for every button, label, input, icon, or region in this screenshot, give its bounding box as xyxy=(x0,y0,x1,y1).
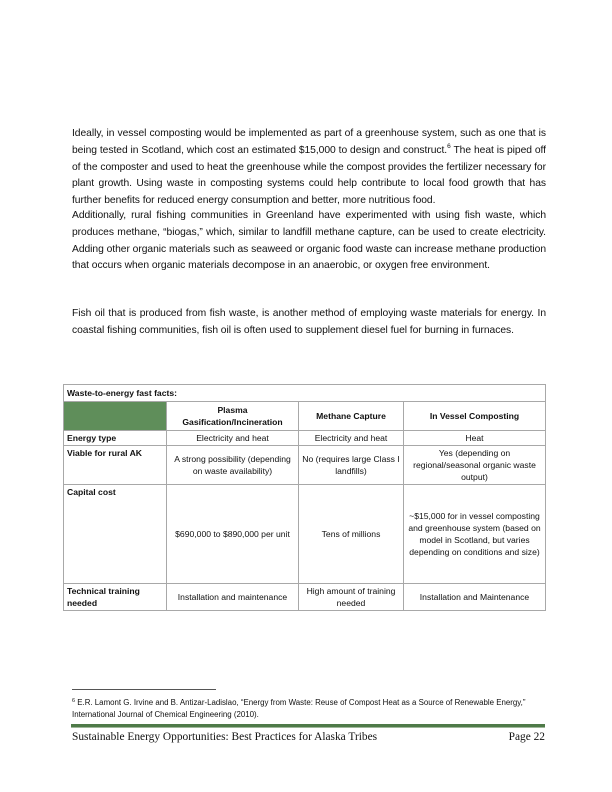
footnote xyxy=(72,697,546,720)
column-header-composting: In Vessel Composting xyxy=(404,402,546,431)
table-row xyxy=(64,446,546,485)
table-row xyxy=(64,431,546,446)
footnote-separator xyxy=(72,689,216,690)
page-number: Page 22 xyxy=(508,731,545,743)
paragraph-text-continued: The heat is piped off of the composter and used to heat the greenhouse while the compost provides the fertilizer necessary for plant growth. Using waste in composting systems could help contribute to local food growth that has further benefits for reduced energy consumption and better, more nutritious food. xyxy=(72,144,546,207)
paragraph-text: Ideally, in vessel composting would be implemented as part of a greenhouse system, such as one that is being tested in Scotland, which cost an estimated $15,000 to design and construct. xyxy=(72,128,546,156)
table-cell: Installation and maintenance xyxy=(167,584,299,611)
table-title-row xyxy=(64,385,546,402)
table-cell: Electricity and heat xyxy=(299,431,404,446)
table-cell: Yes (depending on regional/seasonal organic waste output) xyxy=(404,446,546,485)
table-cell: High amount of training needed xyxy=(299,584,404,611)
table-cell: A strong possibility (depending on waste availability) xyxy=(167,446,299,485)
footer-divider xyxy=(71,724,545,727)
table-cell: $690,000 to $890,000 per unit xyxy=(167,485,299,584)
table-cell: Electricity and heat xyxy=(167,431,299,446)
footer-document-title: Sustainable Energy Opportunities: Best Practices for Alaska Tribes xyxy=(72,731,378,743)
table-cell: Tens of millions xyxy=(299,485,404,584)
table-row xyxy=(64,584,546,611)
column-header-methane: Methane Capture xyxy=(299,402,404,431)
row-label-energy-type: Energy type xyxy=(64,431,167,446)
row-label-viable: Viable for rural AK xyxy=(64,446,167,485)
table-row xyxy=(64,485,546,584)
waste-to-energy-table xyxy=(63,384,546,611)
footnote-reference[interactable]: 6 xyxy=(447,142,451,150)
footnote-number: 6 xyxy=(72,698,76,704)
table-cell: Installation and Maintenance xyxy=(404,584,546,611)
row-label-capital-cost: Capital cost xyxy=(64,485,167,584)
paragraph-greenland-fish-waste: Additionally, rural fishing communities in Greenland have experimented with using fish waste, which produces methane, “biogas,” which, similar to landfill methane capture, can be used to create electricity. Adding other organic materials such as seaweed or organic food waste can increase methane production that occurs when organic materials decompose in an anaerobic, or oxygen free environment. xyxy=(72,210,546,272)
paragraph-fish-oil: Fish oil that is produced from fish waste, is another method of employing waste materials for energy. In coastal fishing communities, fish oil is often used to supplement diesel fuel for burning in furnaces. xyxy=(72,308,546,336)
table-header-row xyxy=(64,402,546,431)
table-cell: ~$15,000 for in vessel composting and greenhouse system (based on model in Scotland, but varies depending on conditions and size) xyxy=(404,485,546,584)
row-label-training: Technical training needed xyxy=(64,584,167,611)
table-title: Waste-to-energy fast facts: xyxy=(64,385,546,402)
header-blank-cell xyxy=(64,402,167,431)
table-cell: Heat xyxy=(404,431,546,446)
paragraph-in-vessel-composting xyxy=(72,126,546,210)
footnote-text: E.R. Lamont G. Irvine and B. Antizar-Ladislao, “Energy from Waste: Reuse of Compost Heat as a Source of Renewable Energy,” International Journal of Chemical Engineering (2010). xyxy=(72,698,526,719)
column-header-plasma: Plasma Gasification/Incineration xyxy=(167,402,299,431)
table-cell: No (requires large Class I landfills) xyxy=(299,446,404,485)
